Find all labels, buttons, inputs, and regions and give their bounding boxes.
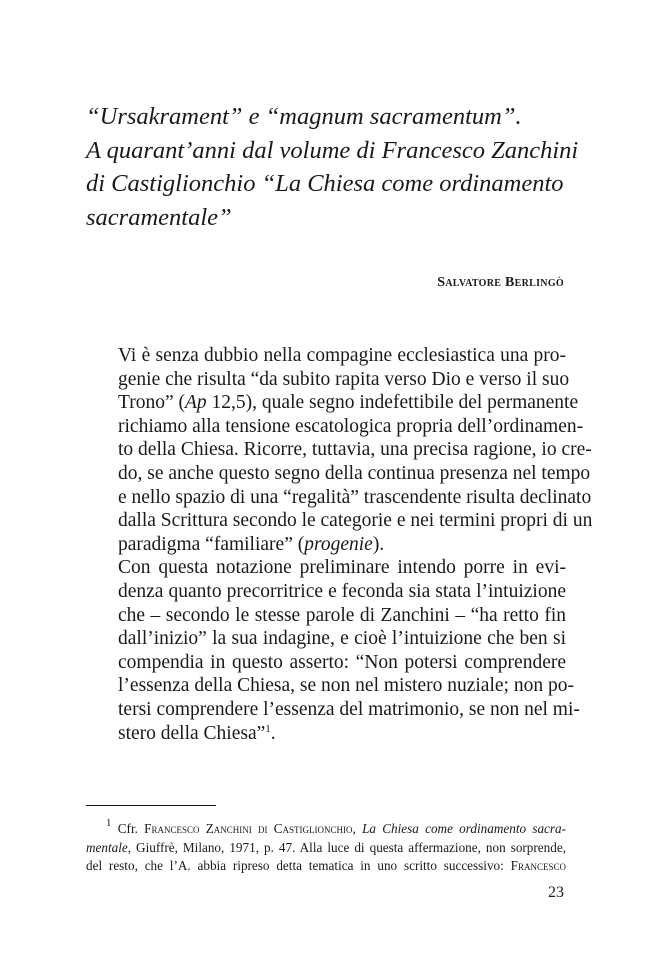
page-number: 23 [548, 884, 564, 901]
footnote-line: mentale, Giuffrè, Milano, 1971, p. 47. Alla luce di questa affermazione, non sorprende, [86, 839, 566, 855]
text-line: do, se anche questo segno della continua presenza nel tempo [118, 462, 591, 484]
text-line: Con questa notazione preliminare intendo porre in evi- [118, 557, 566, 579]
cited-author: Francesco [510, 858, 566, 873]
text-line: stero della Chiesa”$^1$. [118, 722, 276, 744]
chapter-title [86, 100, 586, 234]
text-line: Trono” (Ap 12,5), quale segno indefettibile del permanente [118, 392, 579, 414]
text-line: l’essenza della Chiesa, se non nel mistero nuziale; non po- [118, 675, 574, 697]
title-line: “Ursakrament” e “magnum sacramentum”. [86, 103, 522, 130]
paragraph-1 [86, 344, 593, 556]
italic-term: progenie [304, 533, 373, 555]
text-line: dall’inizio” la sua indagine, e cioè l’intuizione che ben si [118, 628, 566, 650]
footnote-line: del resto, che l’A. abbia ripreso detta tematica in uno scritto successivo: Francesco [86, 858, 566, 873]
text-line: richiamo alla tensione escatologica propria dell’ordinamen- [118, 415, 584, 437]
footnote-reference[interactable]: 1 [265, 722, 271, 735]
paragraph-2 [86, 556, 580, 745]
text-line: compendia in questo asserto: “Non potersi comprendere [118, 651, 566, 673]
footnote-separator [86, 805, 216, 806]
text-line: dalla Scrittura secondo le categorie e nei termini propri di un [118, 510, 593, 532]
footnote-marker: 1 [106, 817, 112, 829]
text-line: tersi comprendere l’essenza del matrimonio, se non nel mi- [118, 698, 580, 720]
text-line: to della Chiesa. Ricorre, tuttavia, una precisa ragione, io cre- [118, 439, 592, 461]
cited-author: Francesco Zanchini di Castiglionchio [144, 821, 353, 836]
title-line: di Castiglionchio “La Chiesa come ordinamento [86, 170, 564, 197]
author-name: Salvatore Berlingò [437, 275, 564, 290]
text-line: e nello spazio di una “regalità” trascendente risulta declinato [118, 486, 592, 508]
text-line: Vi è senza dubbio nella compagine ecclesiastica una pro- [118, 345, 566, 366]
title-line: sacramentale” [86, 203, 232, 231]
title-line: A quarant’anni dal volume di Francesco Zanchini [86, 136, 579, 164]
footnote-line: $^1$ Cfr. Francesco Zanchini di Castiglionchio, La Chiesa come ordinamento sacra- [106, 817, 567, 836]
text-line: che – secondo le stesse parole di Zanchini – “ha retto fin [118, 604, 566, 626]
citation-abbrev: Ap [185, 392, 207, 414]
text-line: genie che risulta “da subito rapita verso Dio e verso il suo [118, 368, 570, 390]
cited-title: La Chiesa come ordinamento sacra- [362, 821, 567, 836]
text-line: denza quanto precorritrice e feconda sia stata l’intuizione [118, 580, 566, 602]
body-text [86, 344, 593, 745]
footnote [86, 817, 567, 876]
text-line: paradigma “familiare” (progenie). [118, 533, 385, 555]
